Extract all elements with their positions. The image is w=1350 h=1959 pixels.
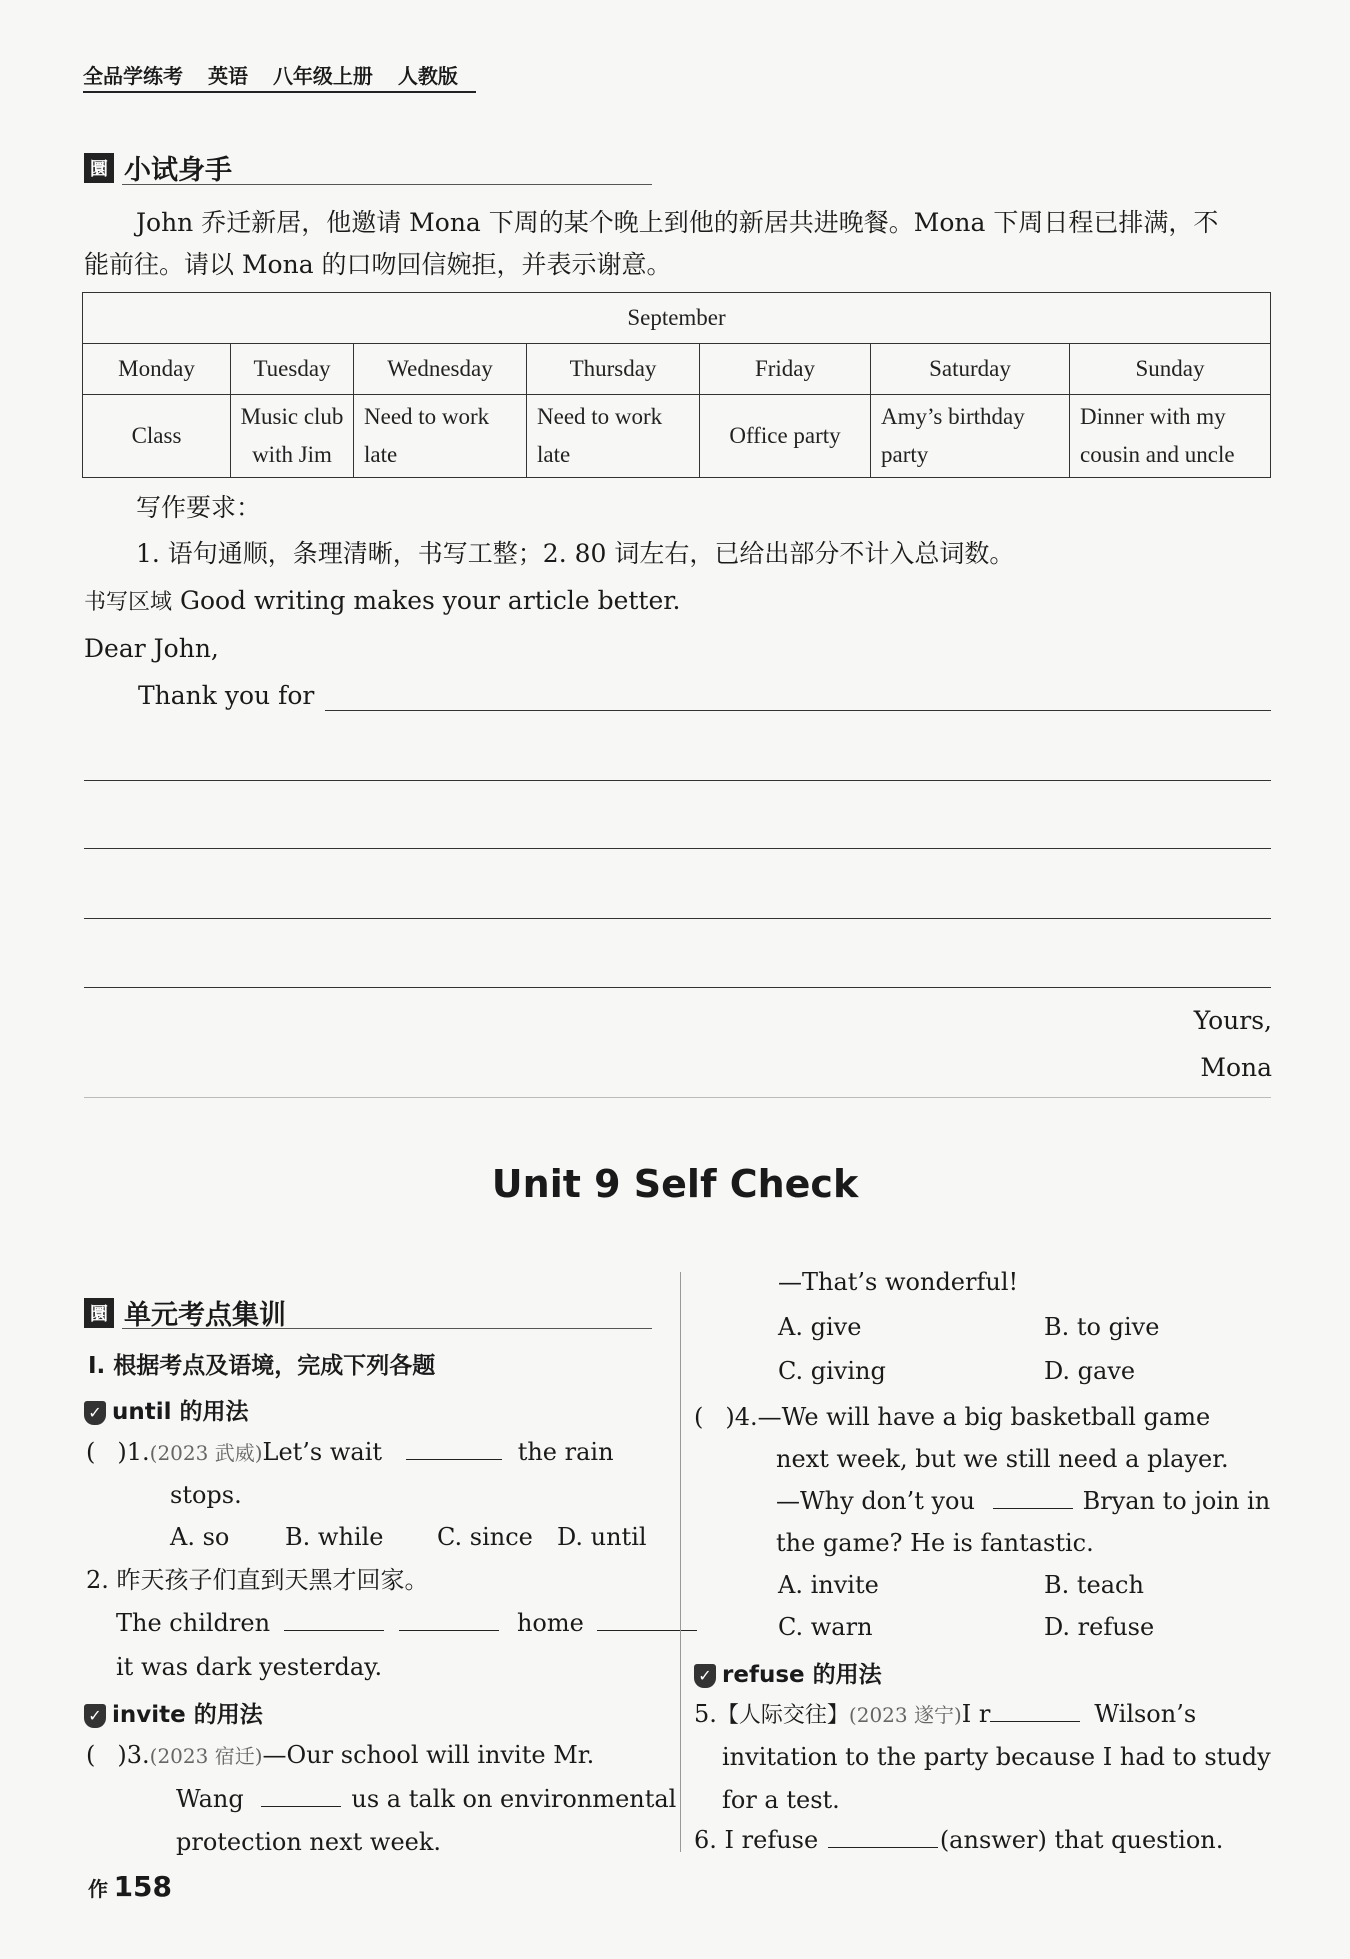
answer-blank[interactable] xyxy=(597,1608,697,1631)
page-number-value: 158 xyxy=(113,1870,173,1903)
event-text: with Jim xyxy=(252,442,332,467)
question-text: Wilson’s xyxy=(1094,1700,1197,1728)
option-b[interactable]: B. while xyxy=(285,1523,384,1551)
section-title-text: 单元考点集训 xyxy=(124,1300,286,1331)
question-4 xyxy=(694,1400,1210,1434)
writing-line[interactable] xyxy=(84,848,1271,849)
event-text: late xyxy=(364,442,398,467)
page-prefix: 作 xyxy=(88,1877,108,1901)
event-cell xyxy=(231,395,354,478)
letter-signature: Mona xyxy=(1200,1053,1272,1082)
edition: 人教版 xyxy=(397,64,458,88)
writing-line[interactable] xyxy=(84,780,1271,781)
event-cell xyxy=(700,395,871,478)
writing-line[interactable] xyxy=(84,987,1271,988)
question-1-cont: stops. xyxy=(170,1481,242,1509)
question-number: )4. xyxy=(725,1403,758,1431)
event-text: Dinner with my xyxy=(1080,404,1226,429)
answer-blank[interactable] xyxy=(993,1486,1073,1509)
topic-label: refuse 的用法 xyxy=(722,1662,882,1688)
question-number: )3. xyxy=(117,1741,150,1769)
intro-line-1: John 乔迁新居，他邀请 Mona 下周的某个晚上到他的新居共进晚餐。Mona 下周日程已排满，不 xyxy=(136,208,1219,237)
grade: 八年级上册 xyxy=(272,64,373,88)
column-divider xyxy=(680,1272,681,1852)
answer-blank[interactable] xyxy=(284,1608,384,1631)
intro-line-2: 能前往。请以 Mona 的口吻回信婉拒，并表示谢意。 xyxy=(84,250,672,279)
subject: 英语 xyxy=(207,64,248,88)
check-shield-icon: ✓ xyxy=(84,1401,106,1425)
question-text: I r xyxy=(961,1700,991,1728)
section-rule xyxy=(122,184,652,185)
letter-opening: Thank you for xyxy=(138,681,315,710)
question-4-line-3: the game? He is fantastic. xyxy=(776,1529,1094,1557)
question-text: —Our school will invite Mr. xyxy=(262,1741,595,1769)
event-text: cousin and uncle xyxy=(1080,442,1235,467)
event-text: Music club xyxy=(240,404,344,429)
option-b[interactable]: B. teach xyxy=(1044,1571,1144,1599)
event-text: party xyxy=(881,442,929,467)
option-d[interactable]: D. gave xyxy=(1044,1357,1136,1385)
answer-blank[interactable] xyxy=(828,1825,938,1848)
answer-blank[interactable] xyxy=(261,1784,341,1807)
option-d[interactable]: D. refuse xyxy=(1044,1613,1155,1641)
event-cell xyxy=(1070,395,1271,478)
option-a[interactable]: A. give xyxy=(778,1313,862,1341)
question-4-line-2 xyxy=(776,1484,1270,1518)
page-number xyxy=(88,1870,172,1903)
answer-paren-open[interactable]: ( xyxy=(694,1403,704,1431)
question-text: us a talk on environmental xyxy=(351,1785,677,1813)
section-title-unit-training xyxy=(84,1293,286,1332)
part-title: Ⅰ. 根据考点及语境，完成下列各题 xyxy=(88,1353,436,1379)
question-text: —We will have a big basketball game xyxy=(757,1403,1211,1431)
writing-area-label xyxy=(84,580,680,624)
option-a[interactable]: A. so xyxy=(170,1523,230,1551)
section-title-practice xyxy=(84,148,232,187)
event-cell xyxy=(871,395,1070,478)
requirements-title: 写作要求： xyxy=(136,493,262,522)
day-header: Monday xyxy=(83,344,231,395)
option-d[interactable]: D. until xyxy=(557,1523,647,1551)
option-b[interactable]: B. to give xyxy=(1044,1313,1160,1341)
schedule-table xyxy=(82,292,1271,478)
event-cell xyxy=(527,395,700,478)
question-3-reply: —That’s wonderful! xyxy=(778,1268,1019,1296)
question-text: (answer) that question. xyxy=(939,1826,1224,1854)
question-source: (2023 宿迁) xyxy=(149,1744,263,1768)
option-c[interactable]: C. warn xyxy=(778,1613,873,1641)
option-c[interactable]: C. giving xyxy=(778,1357,886,1385)
question-3-line xyxy=(176,1782,676,1816)
event-text: Amy’s birthday xyxy=(881,404,1025,429)
topic-refuse xyxy=(694,1656,882,1689)
section-badge-icon: 圜 xyxy=(84,153,114,183)
answer-blank[interactable] xyxy=(990,1699,1080,1722)
table-month: September xyxy=(83,293,1271,344)
topic-invite xyxy=(84,1696,263,1729)
event-cell xyxy=(83,395,231,478)
writing-line[interactable] xyxy=(84,918,1271,919)
topic-until xyxy=(84,1393,249,1426)
day-header: Thursday xyxy=(527,344,700,395)
question-6 xyxy=(694,1823,1223,1857)
running-header xyxy=(83,60,476,93)
topic-label: invite 的用法 xyxy=(112,1702,263,1728)
question-text: Wang xyxy=(176,1785,244,1813)
check-shield-icon: ✓ xyxy=(694,1664,716,1688)
section-rule xyxy=(122,1328,652,1329)
question-source: (2023 武威) xyxy=(149,1441,263,1465)
question-number: 5. xyxy=(694,1700,717,1728)
day-header: Wednesday xyxy=(354,344,527,395)
question-text: 6. I refuse xyxy=(694,1826,819,1854)
section-title-text: 小试身手 xyxy=(124,155,232,186)
requirements-text: 1. 语句通顺，条理清晰，书写工整；2. 80 词左右，已给出部分不计入总词数。 xyxy=(136,539,1015,568)
question-4-line: next week, but we still need a player. xyxy=(776,1445,1229,1473)
question-text: —Why don’t you xyxy=(776,1487,975,1515)
question-3 xyxy=(86,1738,594,1773)
question-text: Let’s wait xyxy=(262,1438,383,1466)
divider xyxy=(84,1097,1271,1098)
question-text: home xyxy=(516,1609,584,1637)
question-text: the rain xyxy=(517,1438,614,1466)
question-2-line-2: it was dark yesterday. xyxy=(116,1653,383,1681)
day-header: Saturday xyxy=(871,344,1070,395)
answer-paren-open[interactable]: ( xyxy=(86,1741,96,1769)
question-number: )1. xyxy=(117,1438,150,1466)
topic-label: until 的用法 xyxy=(112,1399,249,1425)
question-5 xyxy=(694,1697,1196,1733)
question-2-line xyxy=(116,1606,697,1640)
letter-greeting: Dear John, xyxy=(84,634,219,663)
question-text: The children xyxy=(116,1609,271,1637)
question-tag: 【人际交往】 xyxy=(716,1703,849,1728)
series-name: 全品学练考 xyxy=(83,64,183,88)
event-cell xyxy=(354,395,527,478)
option-c[interactable]: C. since xyxy=(437,1523,533,1551)
question-2-stem: 2. 昨天孩子们直到天黑才回家。 xyxy=(86,1566,429,1594)
answer-paren-open[interactable]: ( xyxy=(86,1438,96,1466)
day-header: Friday xyxy=(700,344,871,395)
question-source: (2023 遂宁) xyxy=(848,1703,962,1727)
writing-label: 书写区域 xyxy=(84,590,173,615)
question-5-line-2: for a test. xyxy=(722,1786,840,1814)
answer-blank[interactable] xyxy=(406,1437,502,1460)
event-text: Need to work xyxy=(537,404,663,429)
day-header: Sunday xyxy=(1070,344,1271,395)
section-badge-icon: 圜 xyxy=(84,1298,114,1328)
event-text: Class xyxy=(131,423,182,448)
writing-slogan: Good writing makes your article better. xyxy=(179,586,681,615)
unit-title: Unit 9 Self Check xyxy=(491,1162,859,1206)
event-text: Need to work xyxy=(364,404,490,429)
day-header: Tuesday xyxy=(231,344,354,395)
event-text: late xyxy=(537,442,571,467)
question-1 xyxy=(86,1435,614,1470)
question-text: Bryan to join in xyxy=(1082,1487,1271,1515)
question-5-line: invitation to the party because I had to study xyxy=(722,1743,1271,1771)
writing-line[interactable] xyxy=(325,710,1271,711)
letter-closing: Yours, xyxy=(1193,1006,1272,1035)
answer-blank[interactable] xyxy=(399,1608,499,1631)
check-shield-icon: ✓ xyxy=(84,1704,106,1728)
event-text: Office party xyxy=(729,423,841,448)
question-3-line-2: protection next week. xyxy=(176,1828,442,1856)
option-a[interactable]: A. invite xyxy=(778,1571,879,1599)
